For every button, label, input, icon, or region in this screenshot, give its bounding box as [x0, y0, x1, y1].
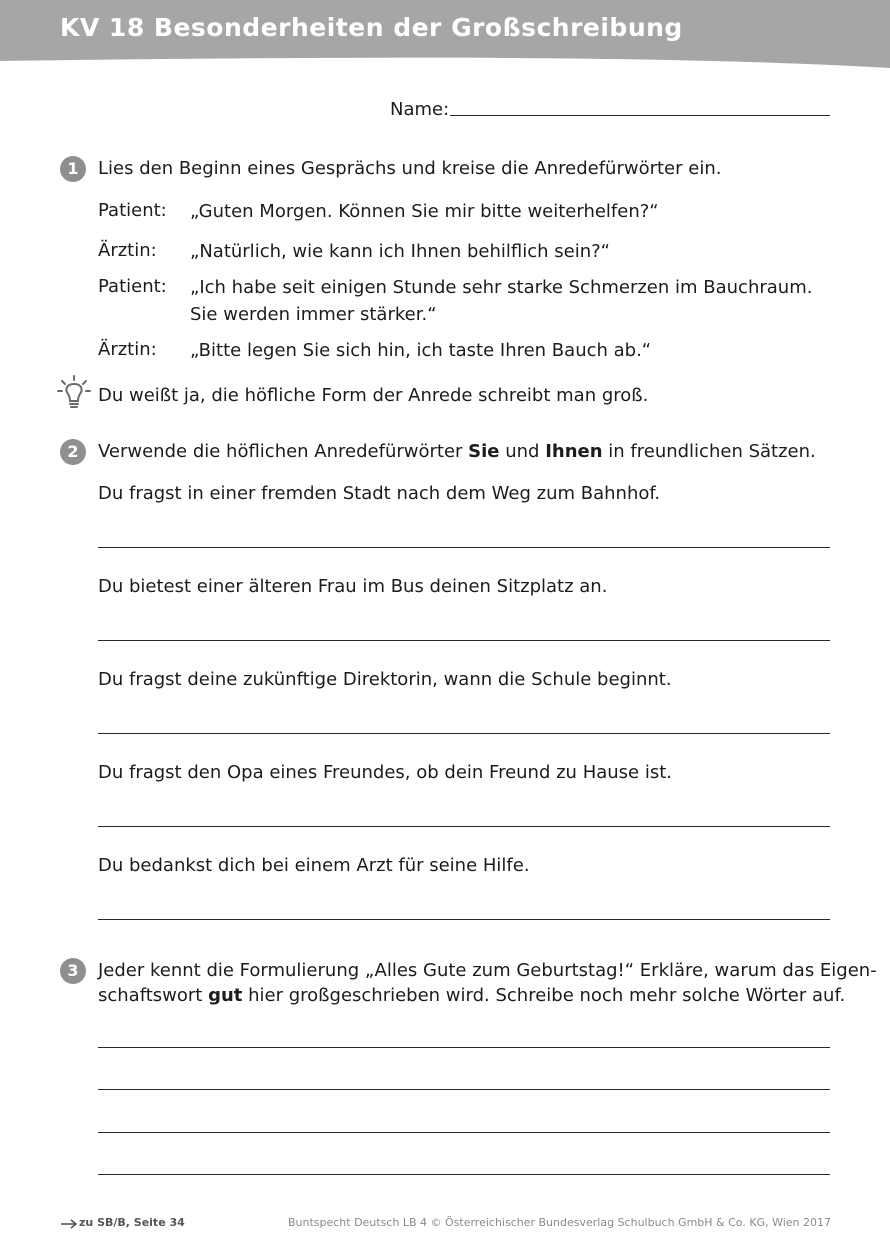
header-band [0, 0, 890, 70]
task1-instruction: Lies den Beginn eines Gesprächs und kreise die Anredefürwörter ein. [98, 158, 722, 179]
answer-line[interactable] [98, 1174, 830, 1175]
pronoun-sie: Sie [468, 441, 500, 462]
dialogue-line: „Guten Morgen. Können Sie mir bitte weiterhelfen?“ [190, 201, 659, 222]
task-number-badge: 3 [60, 958, 86, 984]
instruction-text: Verwende die höflichen Anredefürwörter [98, 441, 469, 462]
dialogue-speaker: Ärztin: [98, 339, 157, 360]
footer-reference: zu SB/B, Seite 34 [79, 1216, 185, 1229]
prompt-text: Du fragst in einer fremden Stadt nach dem Weg zum Bahnhof. [98, 483, 661, 504]
task3-instruction-line1: Jeder kennt die Formulierung „Alles Gute zum Geburtstag!“ Erkläre, warum das Eigen- [98, 960, 877, 981]
task-number-badge: 1 [60, 156, 86, 182]
answer-line[interactable] [98, 919, 830, 920]
keyword-gut: gut [208, 985, 243, 1006]
instruction-text: schaftswort [98, 985, 209, 1006]
answer-line[interactable] [98, 1089, 830, 1090]
answer-line[interactable] [98, 1047, 830, 1048]
instruction-text: hier großgeschrieben wird. Schreibe noch mehr solche Wörter auf. [242, 985, 846, 1006]
dialogue-speaker: Ärztin: [98, 240, 157, 261]
dialogue-line: „Ich habe seit einigen Stunde sehr starke Schmerzen im Bauchraum. [190, 277, 813, 298]
task3-instruction-line2 [98, 984, 845, 1008]
prompt-text: Du bietest einer älteren Frau im Bus deinen Sitzplatz an. [98, 576, 608, 597]
tip-text: Du weißt ja, die höfliche Form der Anrede schreibt man groß. [98, 385, 649, 406]
arrow-right-icon [60, 1216, 78, 1230]
task-number-badge: 2 [60, 439, 86, 465]
answer-line[interactable] [98, 1132, 830, 1133]
instruction-text: und [499, 441, 546, 462]
answer-line[interactable] [98, 640, 830, 641]
name-field[interactable] [450, 115, 830, 116]
prompt-text: Du fragst den Opa eines Freundes, ob dein Freund zu Hause ist. [98, 762, 672, 783]
dialogue-speaker: Patient: [98, 276, 167, 297]
footer-copyright: Buntspecht Deutsch LB 4 © Österreichischer Bundesverlag Schulbuch GmbH & Co. KG, Wien 2017 [287, 1216, 831, 1229]
prompt-text: Du fragst deine zukünftige Direktorin, wann die Schule beginnt. [98, 669, 672, 690]
dialogue-speaker: Patient: [98, 200, 167, 221]
dialogue-line: „Bitte legen Sie sich hin, ich taste Ihren Bauch ab.“ [190, 340, 652, 361]
lightbulb-icon [56, 374, 92, 410]
prompt-text: Du bedankst dich bei einem Arzt für seine Hilfe. [98, 855, 530, 876]
instruction-text: in freundlichen Sätzen. [602, 441, 816, 462]
dialogue-line-continued: Sie werden immer stärker.“ [190, 304, 437, 325]
answer-line[interactable] [98, 547, 830, 548]
answer-line[interactable] [98, 733, 830, 734]
page-title: KV 18 Besonderheiten der Großschreibung [60, 13, 683, 42]
pronoun-ihnen: Ihnen [545, 441, 603, 462]
answer-line[interactable] [98, 826, 830, 827]
dialogue-line: „Natürlich, wie kann ich Ihnen behilflich sein?“ [190, 241, 611, 262]
task2-instruction [98, 440, 816, 464]
name-label: Name: [390, 99, 450, 120]
